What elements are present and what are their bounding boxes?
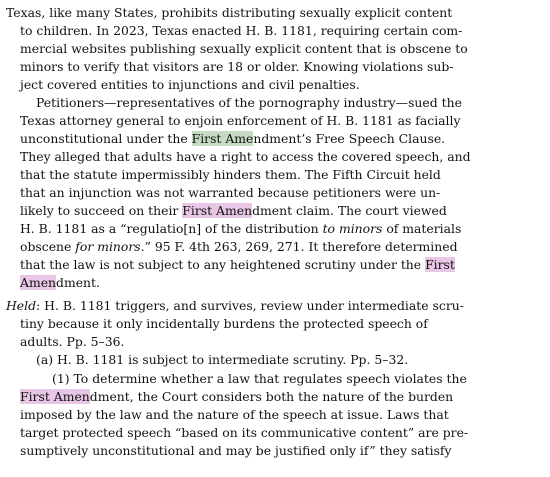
text: (1) To determine whether a law that regulates speech violates the xyxy=(52,371,467,386)
text-line xyxy=(20,184,440,202)
text-line xyxy=(20,406,449,424)
text: ndment’s Free Speech Clause. xyxy=(253,131,446,146)
text-line xyxy=(20,202,447,220)
text: target protected speech “based on its communicative content” are pre- xyxy=(20,425,469,440)
text: H. B. 1181 as a “regulatio[n] of the distribution xyxy=(20,221,323,236)
text-line xyxy=(20,274,100,292)
text: obscene xyxy=(20,239,76,254)
text-line xyxy=(20,442,452,460)
text: .” 95 F. 4th 263, 269, 271. It therefore determined xyxy=(140,239,458,254)
search-highlight: Amen xyxy=(20,275,57,290)
text: mercial websites publishing sexually explicit content that is obscene to xyxy=(20,41,468,56)
text-line xyxy=(36,94,462,112)
text-line xyxy=(20,130,445,148)
text-line xyxy=(20,112,460,130)
text-line xyxy=(20,22,462,40)
text: dment claim. The court viewed xyxy=(252,203,447,218)
text-line xyxy=(20,40,468,58)
text: Texas attorney general to enjoin enforcement of H. B. 1181 as facially xyxy=(20,113,461,128)
text: ject covered entities to injunctions and civil penalties. xyxy=(20,77,360,92)
text: that the law is not subject to any heightened scrutiny under the xyxy=(20,257,426,272)
text-line xyxy=(20,238,458,256)
text: to children. In 2023, Texas enacted H. B. 1181, requiring certain com- xyxy=(20,23,463,38)
text-line xyxy=(20,256,455,274)
search-highlight: First Ame xyxy=(191,131,254,146)
text-line xyxy=(20,58,453,76)
text: that the statute impermissibly hinders them. The Fifth Circuit held xyxy=(20,167,441,182)
search-highlight: First xyxy=(425,257,455,272)
text-line xyxy=(20,315,428,333)
text-line xyxy=(6,297,464,315)
text-line xyxy=(20,424,468,442)
search-highlight: First Amen xyxy=(182,203,253,218)
text-line xyxy=(52,370,467,388)
held-label: Held xyxy=(6,298,37,313)
text: : H. B. 1181 triggers, and survives, review under intermediate scru- xyxy=(36,298,464,313)
text: dment, the Court considers both the nature of the burden xyxy=(89,389,454,404)
search-highlight: First Amen xyxy=(20,389,90,404)
italic-text: for minors xyxy=(75,239,141,254)
italic-text: to minors xyxy=(322,221,383,236)
text: imposed by the law and the nature of the speech at issue. Laws that xyxy=(20,407,449,422)
text: that an injunction was not warranted because petitioners were un- xyxy=(20,185,441,200)
text-line xyxy=(20,166,441,184)
text-line xyxy=(20,220,461,238)
text: of materials xyxy=(382,221,462,236)
text: They alleged that adults have a right to access the covered speech, and xyxy=(20,149,471,164)
text: Petitioners—representatives of the pornography industry—sued the xyxy=(36,95,462,110)
text: likely to succeed on their xyxy=(20,203,183,218)
text: unconstitutional under the xyxy=(20,131,192,146)
text-line xyxy=(6,4,452,22)
text-line xyxy=(20,333,124,351)
text-line xyxy=(20,148,471,166)
text: Texas, like many States, prohibits distributing sexually explicit content xyxy=(6,5,453,20)
text: (a) H. B. 1181 is subject to intermediate scrutiny. Pp. 5–32. xyxy=(36,352,409,367)
text-line xyxy=(36,351,408,369)
text: adults. Pp. 5–36. xyxy=(20,334,125,349)
text: minors to verify that visitors are 18 or older. Knowing violations sub- xyxy=(20,59,454,74)
text: dment. xyxy=(56,275,100,290)
text: sumptively unconstitutional and may be justified only if” they satisfy xyxy=(20,443,452,458)
text-line xyxy=(20,388,453,406)
text: tiny because it only incidentally burdens the protected speech of xyxy=(20,316,428,331)
text-line xyxy=(20,76,360,94)
